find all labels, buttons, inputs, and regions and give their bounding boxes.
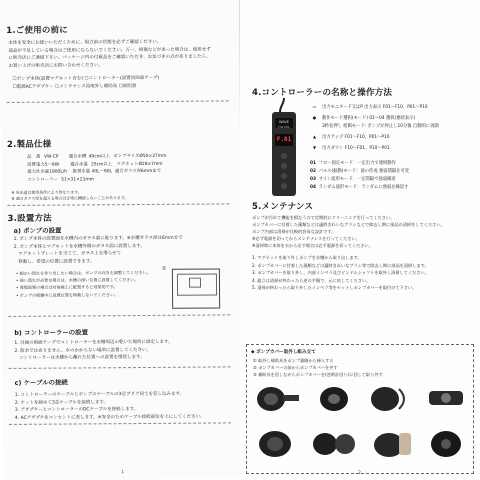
feature-output-down: 出力ダウン F10〜F01、P10〜P01 — [322, 146, 390, 151]
spec-table — [27, 153, 167, 185]
page-number: 2 — [358, 471, 361, 476]
package-contents: ☐ポンプ本体(設置マグネット含む) ☐コントローラー(設置用両面テープ) ☐電源ACアダプター ☐メンテナンス用取外し補助具 ☐説明書 — [12, 75, 160, 90]
pump-placement-diagram — [172, 268, 220, 308]
before-use-text: 本体を安全にお使いいただくために、組立前の状態を必ずご確認ください。 部品が不足している場合はご使用にならないでください。万一、損傷などがあった場合は、使用せず に販売店にご連絡下さい。パッケージ内の付属品をご確認いただき、お気づきの点がありましたら、 お買い上げの販売店にお問い合わせください。 — [8, 39, 211, 69]
controller-install-steps: 1. 付属の両面テープでコントローラーを水槽周辺の乾いた場所に固定します。 2. 防水ではありません。水のかからない場所に設置してください。 コントローラーは水槽から離れた位置への設置を推奨します。 — [14, 339, 173, 362]
photo-cover-rotate — [365, 383, 415, 413]
display-icon: ▭ — [312, 104, 317, 109]
photo-tool-insert — [253, 383, 303, 413]
subsection-pump-install: a) ポンプの設置 — [13, 226, 62, 235]
spec-notes: ※ 吐出量は使用条件により異なります。 ※ 適合ガラス厚を超える場合は正常に機能しないことがあります。 — [11, 189, 129, 201]
cable-steps: 1. コントローラーのケーブルとポンプのケーブルの3芯プラグ同士を差し込みます。 2. ナットを締めて3芯ケーブルを接続します。 3. アダプターとコントローラーのDCケーブルを接続します。 4. ACアダプタをコンセントに差します。※安全のためケーブル接続部位を上にしてください。 — [14, 391, 205, 421]
divider — [7, 100, 229, 103]
spec-row: 最大吐出量 1800L/h 推奨水量 40L〜60L 適合ガラス厚 6mmまで — [27, 169, 162, 176]
controller-brand: WAVE — [278, 120, 290, 124]
mode-button-icon: ● — [312, 115, 317, 120]
divider — [9, 422, 231, 425]
mode-item: 01 フロー固定モード：一定出力で連続動作 — [310, 161, 396, 166]
page-number: 1 — [121, 470, 125, 476]
cover-removal-box — [246, 344, 474, 474]
mode-item: 02 パルス(振動)モード：波の作成 強弱間隔を可変 — [310, 169, 410, 174]
feature-output-monitor: 出力モニター F又はP 出力表示 F01〜F10、P01〜P10 — [322, 105, 428, 110]
box-steps: ① 取外し補助具をポンプ裏側から挿入する ② ポンプカバーの前からポンプカバーを外す ③ 補助具を回しながらポンプカバーを(逆時計回り)に回して取り外す — [253, 358, 383, 377]
maintenance-intro: ポンプが汚れて機能を損なうので定期的にクリーニングを行ってください。 ポンプカバーに付着した藻類などは適時きれいなブラシなどで除去し期に部品の清掃をしてください。 ポンプ内部は清掃が比較的容易な設計です。 ※必ず電源を切ってからメンテナンスを行ってください。 ※清掃時に本体を水から出す場合は必ず電源を切ってください。 — [252, 215, 445, 248]
controller-drawing — [266, 98, 302, 198]
photo-reassembled — [421, 429, 471, 459]
figure-marker: ① — [161, 265, 167, 272]
section-title-spec: 2.製品仕様 — [6, 139, 52, 150]
box-title: ◆ ポンプカバー取外し組み立て — [251, 350, 316, 355]
controller-led-labels: F01 P01 — [278, 125, 290, 129]
photo-hand-hold — [365, 429, 415, 459]
photo-row-2 — [253, 429, 471, 459]
feature-mode-select: 動作モード選択(モード) 01〜04 選択(連続表示) — [322, 116, 416, 121]
divider — [9, 366, 231, 369]
section-title-install: 3.設置方法 — [7, 213, 52, 224]
spec-row: 消費電力 5〜8W 適合水量 25cm以上 マグネット Ø28×7mm — [27, 161, 163, 168]
subsection-controller-install: b) コントローラーの設置 — [14, 328, 88, 337]
photo-pump-side — [253, 429, 303, 459]
photo-pump-open — [309, 429, 359, 459]
mode-item: 03 サイン波形モード：一定間隔で強弱繰返 — [310, 177, 396, 182]
subsection-cable: c) ケーブルの接続 — [14, 378, 68, 387]
maintenance-steps: 1. マグネットを取り外しポンプを水槽から取り出します。 2. ポンプカバーに付着した藻類などは適時きれいなブラシ等で除去し期に部品を清掃します。 3. ポンプカバーを取り外し、内部インペラ及びピンドルシャフトを取外し清掃してください。 4. 組立は清掃が終わったら逆の手順で、元に戻してください。 5. 清掃が終わったら取り外したインペラ等をセットしポンプカバーを取付けて下さい。 — [252, 255, 429, 291]
feature-output-up: 出力アップ F01〜F10、P01〜P10 — [322, 135, 390, 140]
feature-feed-mode: 3秒長押し 給餌モード: ポンプが停止し10分後 自動的に再開 — [322, 124, 439, 129]
pump-install-steps: 1. ポンプ本体の設置面を水槽内のガラス面に貼ります。※水槽ガラス厚は6mmまで 2. ポンプ本体とマグネットを水槽外側のガラス面に設置します。 マグネットプレートを当てて、ガラス上を滑らせて 移動し、希望の位置に設置できます。 — [13, 235, 183, 265]
photo-cover-front — [309, 383, 359, 413]
section-title-maintenance: 5.メンテナンス — [252, 202, 314, 212]
section-title-controller: 4.コントローラーの名称と操作方法 — [252, 88, 393, 98]
divider — [7, 203, 229, 206]
spec-row: コントローラー 51×31×21mm — [27, 177, 94, 183]
down-button-icon: ▼ — [312, 145, 317, 150]
right-page — [240, 0, 480, 480]
controller-illustration — [266, 98, 302, 198]
up-button-icon: ▲ — [312, 134, 317, 139]
pump-install-notes: • 細かい流れを作り出したい場合は、ポンプの向きを調整してください。 • 強い流れが必要な場合は、水槽の深い位置に設置してください。 • 複数設置の場合は対角線上に配置すると効果的です。 • ポンプの稼働中に設置位置を移動しないでください。 — [15, 269, 151, 298]
mode-item: 04 ランダム波形モード：ランダムに強弱を繰返す — [310, 185, 409, 190]
spec-row: 品 番 VW-CP 適合水槽 40cm以上 ポンプサイズ Ø50×37mm — [27, 153, 167, 160]
photo-impeller — [421, 383, 471, 413]
controller-display: F.01 — [276, 136, 292, 143]
photo-row-1 — [253, 383, 471, 413]
pump-outline — [189, 278, 201, 288]
divider — [8, 314, 230, 317]
mode-list — [310, 160, 409, 192]
section-title-before-use: 1.ご使用の前に — [6, 25, 68, 36]
